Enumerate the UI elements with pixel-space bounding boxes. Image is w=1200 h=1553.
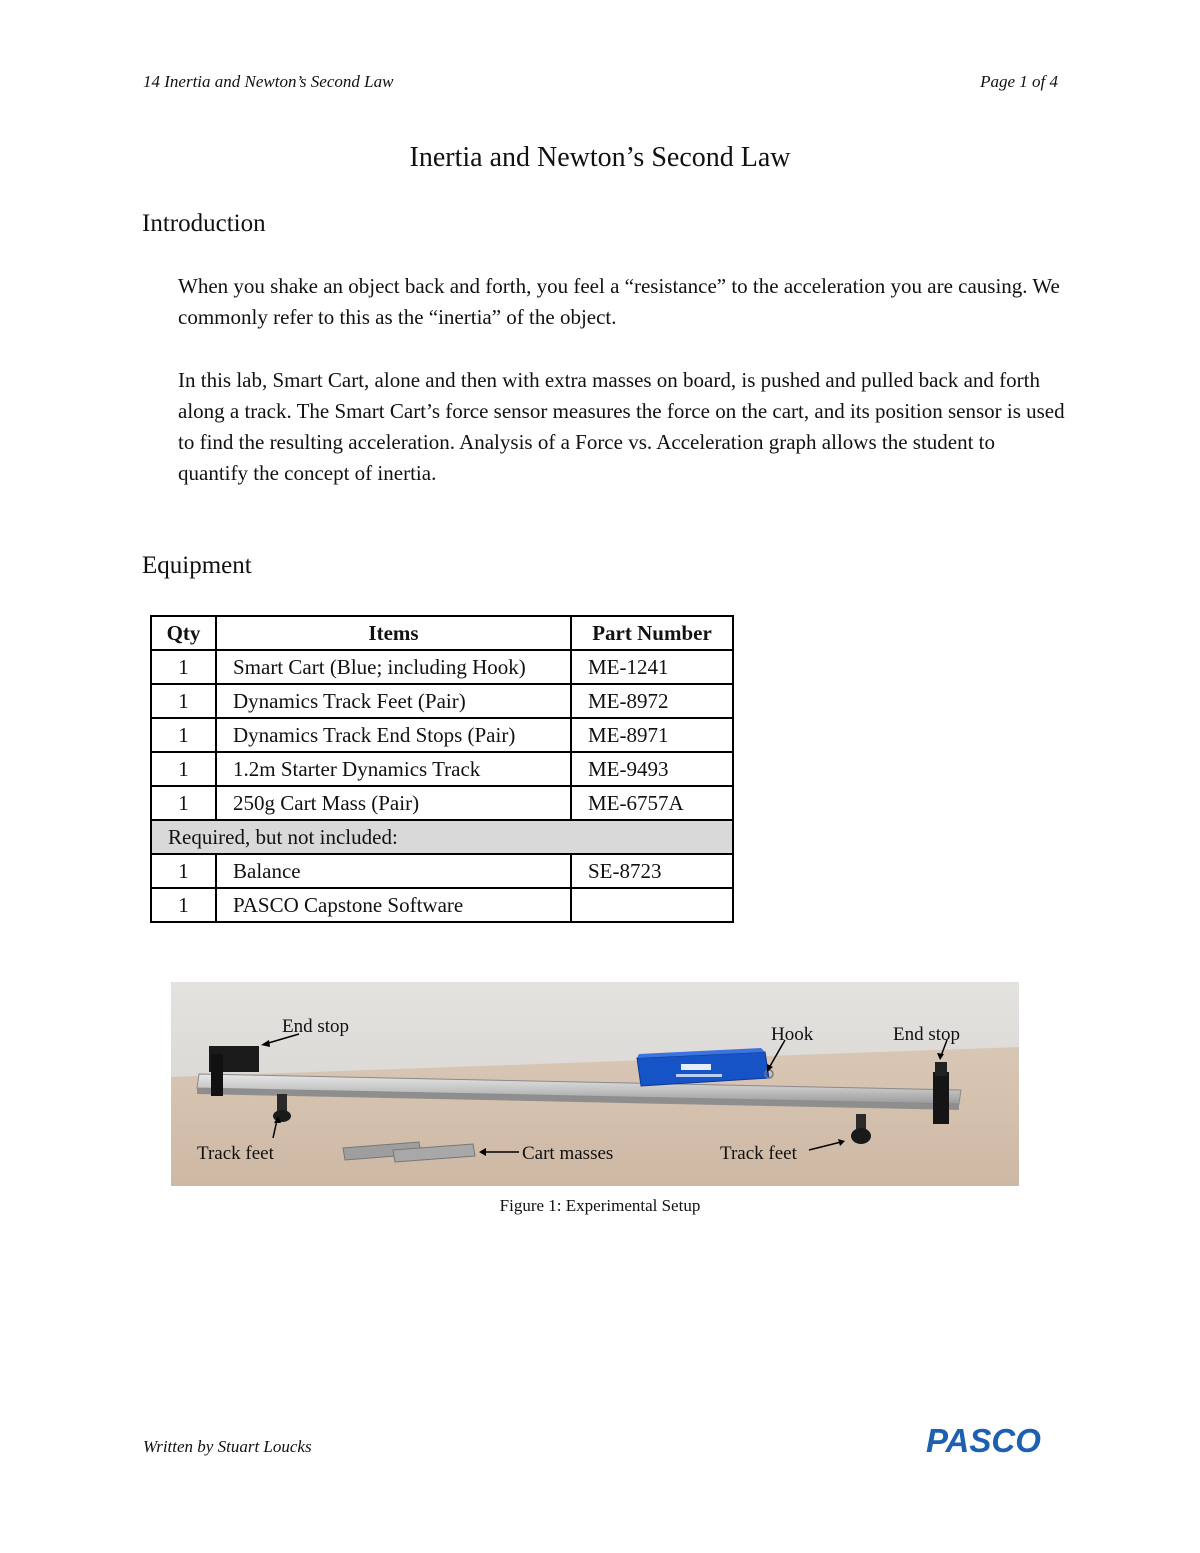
pasco-logo: [924, 1424, 1060, 1456]
page-number: Page 1 of 4: [980, 72, 1058, 91]
label-track-feet-left: Track feet: [197, 1143, 274, 1164]
table-group-row: [151, 820, 733, 854]
col-part-number: Part Number: [571, 616, 733, 650]
part-cell: ME-9493: [571, 752, 733, 786]
qty-cell: 1: [151, 684, 216, 718]
table-row: [151, 888, 733, 922]
label-hook: Hook: [771, 1024, 814, 1045]
qty-cell: 1: [151, 718, 216, 752]
part-cell: ME-8971: [571, 718, 733, 752]
label-end-stop-left: End stop: [282, 1016, 350, 1037]
col-items: Items: [216, 616, 571, 650]
part-cell: ME-6757A: [571, 786, 733, 820]
item-cell: Dynamics Track Feet (Pair): [216, 684, 571, 718]
item-cell: 250g Cart Mass (Pair): [216, 786, 571, 820]
introduction-heading: Introduction: [142, 210, 266, 237]
qty-cell: 1: [151, 854, 216, 888]
figure-caption: Figure 1: Experimental Setup: [499, 1196, 701, 1215]
header-title: 14 Inertia and Newton’s Second Law: [143, 72, 394, 91]
qty-cell: 1: [151, 650, 216, 684]
table-row: [151, 854, 733, 888]
qty-cell: 1: [151, 888, 216, 922]
table-row: [151, 786, 733, 820]
part-cell: ME-8972: [571, 684, 733, 718]
part-cell: SE-8723: [571, 854, 733, 888]
qty-cell: 1: [151, 752, 216, 786]
intro-paragraph-2: In this lab, Smart Cart, alone and then with extra masses on board, is pushed and pulled back and forth along a track. The Smart Cart’s force sensor measures the force on the cart, and its position sensor is used to find the resulting acceleration. Analysis of a Force vs. Acceleration graph allows the student to quantify the concept of inertia.: [178, 368, 1065, 485]
intro-paragraph-1: When you shake an object back and forth, you feel a “resistance” to the acceleration you are causing. We commonly refer to this as the “inertia” of the object.: [178, 274, 1060, 329]
part-cell: [571, 888, 733, 922]
author-credit: Written by Stuart Loucks: [143, 1437, 312, 1456]
equipment-table: [150, 615, 734, 923]
experimental-setup-figure: [171, 982, 1019, 1186]
item-cell: 1.2m Starter Dynamics Track: [216, 752, 571, 786]
equipment-heading: Equipment: [142, 552, 252, 579]
item-cell: Dynamics Track End Stops (Pair): [216, 718, 571, 752]
label-cart-masses: Cart masses: [522, 1143, 614, 1164]
item-cell: Balance: [216, 854, 571, 888]
item-cell: Smart Cart (Blue; including Hook): [216, 650, 571, 684]
logo-text: PASCO: [926, 1424, 1041, 1456]
document-title: Inertia and Newton’s Second Law: [409, 142, 791, 173]
group-label: Required, but not included:: [151, 820, 733, 854]
setup-illustration: [171, 982, 1019, 1186]
label-track-feet-right: Track feet: [720, 1143, 797, 1164]
part-cell: ME-1241: [571, 650, 733, 684]
table-header-row: [151, 616, 733, 650]
label-end-stop-right: End stop: [893, 1024, 961, 1045]
table-row: [151, 650, 733, 684]
table-row: [151, 684, 733, 718]
item-cell: PASCO Capstone Software: [216, 888, 571, 922]
table-row: [151, 718, 733, 752]
table-row: [151, 752, 733, 786]
col-qty: Qty: [151, 616, 216, 650]
end-stop-right: [933, 1072, 949, 1124]
qty-cell: 1: [151, 786, 216, 820]
